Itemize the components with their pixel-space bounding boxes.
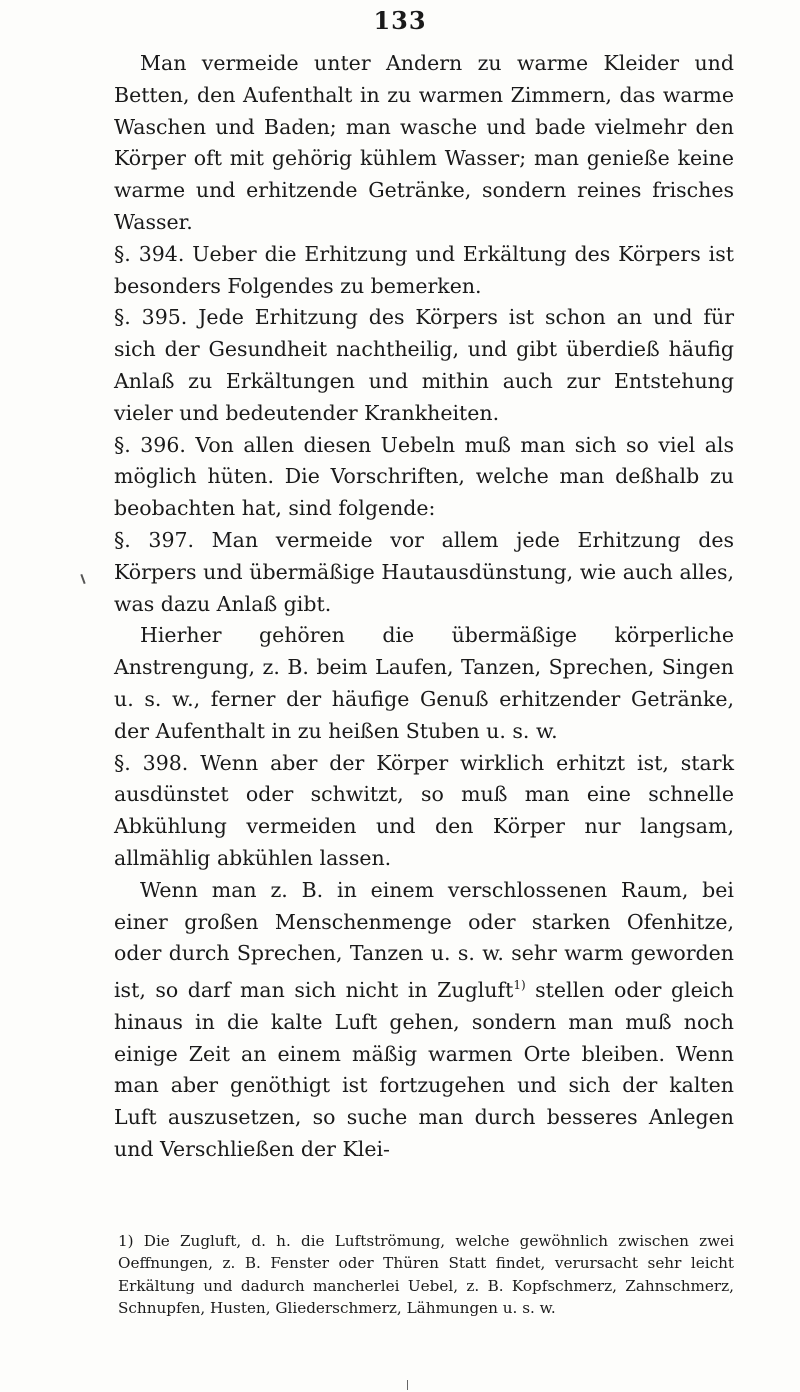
- main-text: [114, 48, 734, 1166]
- section-394: §. 394. Ueber die Erhitzung und Erkältung des Körpers ist besonders Folgendes zu bemerken.: [114, 241, 734, 298]
- paragraph-zugluft-text-a: Wenn man z. B. in einem verschlossenen Raum, bei einer großen Menschenmenge oder starken Ofenhitze, oder durch Sprechen, Tanzen u. s. w. sehr warm geworden ist, so darf man sich nicht in Zugluft: [114, 877, 734, 1002]
- section-397: §. 397. Man vermeide vor allem jede Erhitzung des Körpers und übermäßige Hautausdünstung, wie auch alles, was dazu Anlaß gibt.: [114, 527, 734, 616]
- scan-artifact-mark: [80, 574, 85, 584]
- paragraph-zugluft-text-b: stellen oder gleich hinaus in die kalte Luft gehen, sondern man muß noch einige Zeit an einem mäßig warmen Orte bleiben. Wenn man aber genöthigt ist fortzugehen und sich der kalten Luft auszusetzen, so suche man durch besseres Anlegen und Verschließen der Klei-: [114, 977, 734, 1161]
- footnote-reference: 1): [513, 978, 526, 993]
- page-number: 133: [373, 6, 427, 35]
- paragraph-zugluft: [114, 875, 734, 1166]
- section-395: §. 395. Jede Erhitzung des Körpers ist schon an und für sich der Gesundheit nachtheilig, und gibt überdieß häufig Anlaß zu Erkältungen und mithin auch zur Entstehung vieler und bedeutender Krankheiten.: [114, 305, 734, 425]
- footnote-text: 1) Die Zugluft, d. h. die Luftströmung, welche gewöhnlich zwischen zwei Oeffnungen, z. B. Fenster oder Thüren Statt findet, verursacht sehr leicht Erkältung und dadurch mancherlei Uebel, z. B. Kopfschmerz, Zahnschmerz, Schnupfen, Husten, Gliederschmerz, Lähmungen u. s. w.: [118, 1232, 734, 1318]
- paragraph-examples: Hierher gehören die übermäßige körperliche Anstrengung, z. B. beim Laufen, Tanzen, Sprechen, Singen u. s. w., ferner der häufige Genuß erhitzender Getränke, der Aufenthalt in zu heißen Stuben u. s. w.: [114, 623, 734, 743]
- footnote: [118, 1230, 734, 1320]
- scan-artifact-mark: [407, 1380, 408, 1390]
- section-398: §. 398. Wenn aber der Körper wirklich erhitzt ist, stark ausdünstet oder schwitzt, so muß man eine schnelle Abkühlung vermeiden und den Körper nur langsam, allmählig abkühlen lassen.: [114, 750, 734, 870]
- section-396: §. 396. Von allen diesen Uebeln muß man sich so viel als möglich hüten. Die Vorschriften, welche man deßhalb zu beobachten hat, sind folgende:: [114, 432, 734, 521]
- paragraph-warmth: Man vermeide unter Andern zu warme Kleider und Betten, den Aufenthalt in zu warmen Zimmern, das warme Waschen und Baden; man wasche und bade vielmehr den Körper oft mit gehörig kühlem Wasser; man genieße keine warme und erhitzende Getränke, sondern reines frisches Wasser.: [114, 51, 734, 234]
